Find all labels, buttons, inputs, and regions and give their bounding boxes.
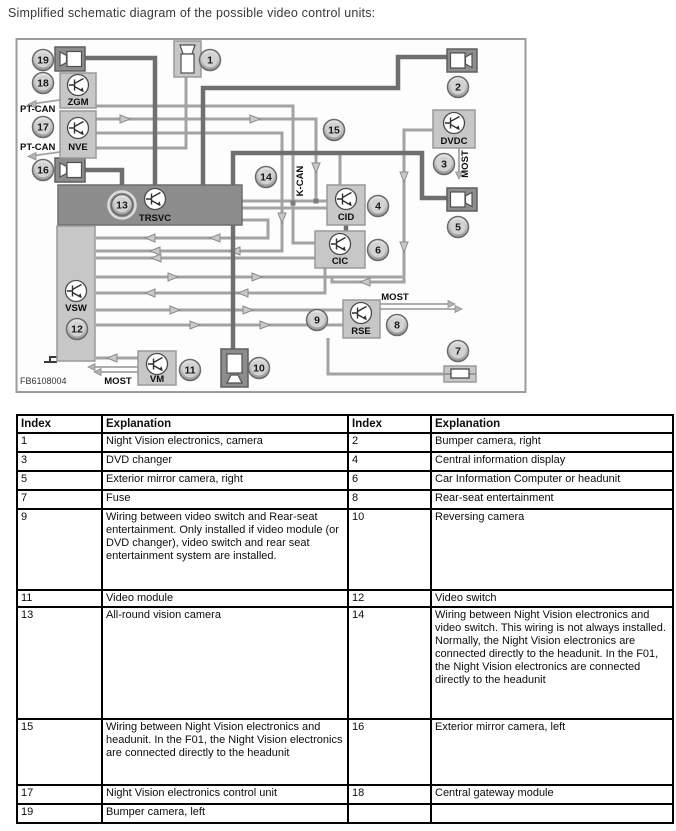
schematic-svg [0,0,676,404]
header-explanation-1: Explanation [102,415,348,433]
fuse-icon [444,366,476,382]
callout-13 [112,195,133,216]
index-cell: 8 [348,490,431,509]
svg-text:7: 7 [455,345,461,358]
callout-11 [180,360,201,381]
svg-text:16: 16 [37,164,49,177]
svg-text:1: 1 [207,54,213,67]
rse-label: RSE [351,326,371,337]
index-cell: 9 [17,509,102,590]
table-row [17,509,673,590]
callout-15 [324,120,345,141]
nve-label: NVE [68,142,88,153]
svg-text:5: 5 [455,221,461,234]
mirror-camera-right-icon [447,188,477,211]
svg-text:9: 9 [314,314,320,327]
dvdc-label: DVDC [440,136,468,147]
svg-text:10: 10 [253,362,265,375]
callout-9 [307,310,328,331]
index-cell: 2 [348,433,431,452]
page-title: Simplified schematic diagram of the possible video control units: [8,6,376,20]
callout-4 [368,196,389,217]
unit-box-nve [60,111,96,158]
explanation-cell: All-round vision camera [102,607,348,719]
explanation-cell: DVD changer [102,452,348,471]
index-cell: 18 [348,785,431,804]
index-table [16,414,674,824]
svg-text:11: 11 [184,364,196,377]
callout-2 [448,77,469,98]
callout-18 [33,73,54,94]
svg-text:13: 13 [116,199,128,212]
unit-box-rse [343,300,380,338]
k-can-label: K-CAN [295,165,306,197]
table-row [17,433,673,452]
svg-text:6: 6 [375,244,381,257]
explanation-cell: Bumper camera, right [431,433,673,452]
table-row [17,590,673,607]
table-row [17,490,673,509]
unit-box-dvdc [433,110,475,148]
header-index-1: Index [17,415,102,433]
callout-5 [448,217,469,238]
svg-text:8: 8 [394,319,400,332]
header-index-2: Index [348,415,431,433]
header-explanation-2: Explanation [431,415,673,433]
callout-14 [256,167,277,188]
unit-box-cid [327,185,365,225]
table-header-row [17,415,673,433]
explanation-cell: Exterior mirror camera, right [102,471,348,490]
most-label-rse: MOST [381,292,409,303]
vsw-label: VSW [65,303,87,314]
trsvc-label: TRSVC [138,213,172,224]
callout-17 [33,117,54,138]
vm-label: VM [149,374,165,385]
explanation-cell [431,804,673,823]
pt-can-label-nve: PT-CAN [20,142,56,153]
index-cell: 19 [17,804,102,823]
unit-box-trsvc [58,185,242,225]
index-cell: 11 [17,590,102,607]
most-label-dvdc: MOST [460,150,471,178]
unit-box-cic [315,231,365,268]
unit-box-zgm [60,73,96,108]
bumper-camera-right-icon [447,49,477,72]
index-cell: 6 [348,471,431,490]
explanation-cell: Wiring between Night Vision electronics and headunit. In the F01, the Night Vision electronics are connected directly to the headunit [102,719,348,785]
callout-3 [434,154,455,175]
figure-id: FB6108004 [20,376,67,386]
index-cell [348,804,431,823]
svg-text:14: 14 [260,171,272,184]
explanation-cell: Night Vision electronics control unit [102,785,348,804]
index-cell: 15 [17,719,102,785]
explanation-cell: Rear-seat entertainment [431,490,673,509]
index-cell: 7 [17,490,102,509]
explanation-cell: Wiring between video switch and Rear-seat entertainment. Only installed if video module (or DVD changer), video switch and rear seat entertainment system are installed. [102,509,348,590]
explanation-cell: Central gateway module [431,785,673,804]
explanation-cell: Night Vision electronics, camera [102,433,348,452]
zgm-label: ZGM [67,97,89,108]
svg-text:4: 4 [375,200,381,213]
index-cell: 14 [348,607,431,719]
explanation-cell: Video switch [431,590,673,607]
bumper-camera-left-icon [55,47,85,71]
index-cell: 13 [17,607,102,719]
table-row [17,471,673,490]
night-vision-camera-icon [174,41,201,77]
index-cell: 3 [17,452,102,471]
svg-text:19: 19 [37,54,49,67]
explanation-cell: Car Information Computer or headunit [431,471,673,490]
cic-label: CIC [331,256,349,267]
index-cell: 12 [348,590,431,607]
unit-box-vsw [57,226,95,361]
svg-text:3: 3 [441,158,447,171]
callout-7 [448,341,469,362]
explanation-cell: Video module [102,590,348,607]
pt-can-label-zgm: PT-CAN [20,104,56,115]
svg-text:2: 2 [455,81,461,94]
callout-8 [387,315,408,336]
svg-text:15: 15 [328,124,340,137]
schematic-diagram [0,0,676,404]
index-cell: 17 [17,785,102,804]
table-row [17,452,673,471]
table-row [17,785,673,804]
cid-label: CID [337,212,355,223]
index-cell: 1 [17,433,102,452]
reversing-camera-icon [221,349,248,387]
mirror-camera-left-icon [55,158,85,182]
svg-text:17: 17 [37,121,49,134]
callout-16 [33,160,54,181]
index-cell: 16 [348,719,431,785]
table-row [17,804,673,823]
explanation-cell: Exterior mirror camera, left [431,719,673,785]
explanation-cell: Fuse [102,490,348,509]
explanation-cell: Bumper camera, left [102,804,348,823]
explanation-cell: Wiring between Night Vision electronics and video switch. This wiring is not always installed. Normally, the Night Vision electronics are connected directly to the headunit. In the F01, the Night Vision electronics are connected directly to the headunit [431,607,673,719]
callout-19 [33,50,54,71]
svg-text:18: 18 [37,77,49,90]
most-label-vm: MOST [104,376,132,387]
svg-text:12: 12 [71,323,83,336]
table-row [17,719,673,785]
index-cell: 10 [348,509,431,590]
explanation-cell: Central information display [431,452,673,471]
callout-12 [67,319,88,340]
explanation-cell: Reversing camera [431,509,673,590]
callout-6 [368,240,389,261]
table-row [17,607,673,719]
index-cell: 4 [348,452,431,471]
unit-box-vm [138,351,176,385]
callout-10 [249,358,270,379]
callout-1 [200,50,221,71]
index-cell: 5 [17,471,102,490]
